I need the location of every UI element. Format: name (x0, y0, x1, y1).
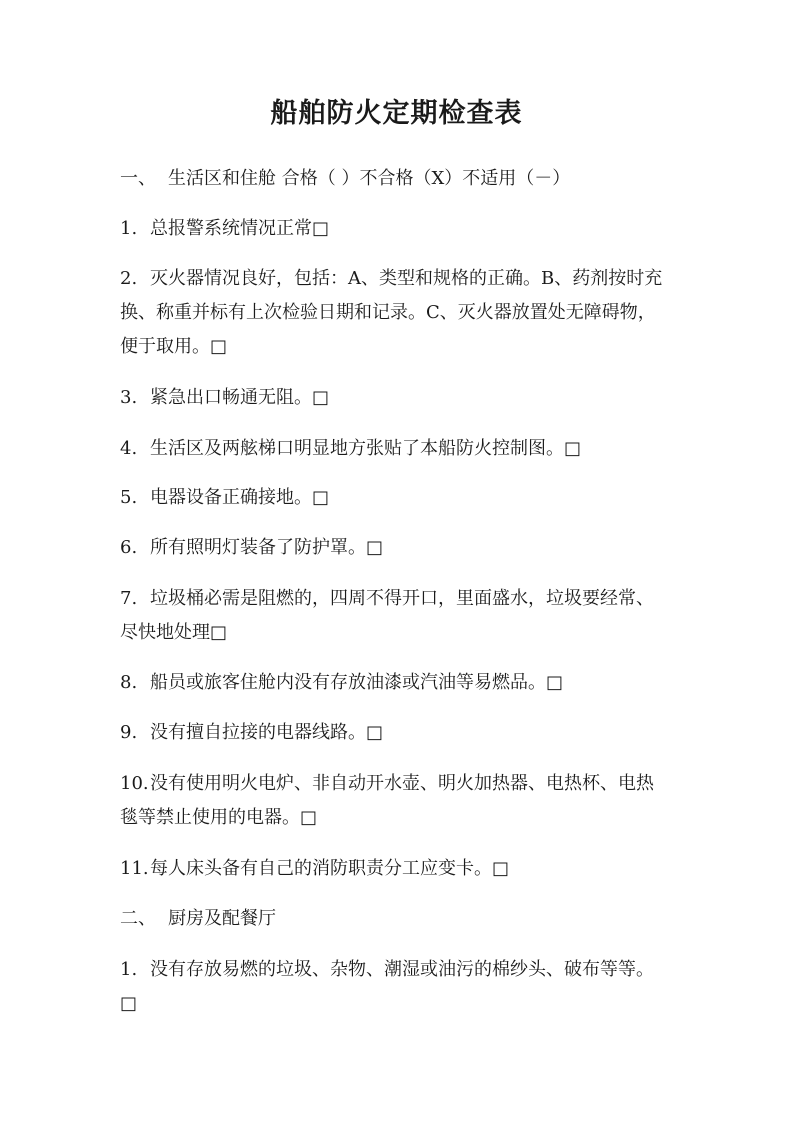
item-text: 所有照明灯装备了防护罩。□ (150, 537, 384, 558)
checklist-item-6 (120, 531, 383, 565)
item-number: 3. (120, 387, 138, 408)
item-text: 没有存放易燃的垃圾、杂物、潮湿或油污的棉纱头、破布等等。 (150, 959, 654, 980)
item-number: 8. (120, 672, 138, 693)
item-text-continuation: 换、称重并标有上次检验日期和记录。C、灭火器放置处无障碍物， (120, 302, 656, 323)
checklist-item-4 (120, 432, 581, 466)
item-number: 1. (120, 218, 138, 239)
item-text-continuation: 毯等禁止使用的电器。□ (120, 807, 318, 828)
item-number: 1. (120, 959, 138, 980)
section-number: 一、 (120, 168, 156, 189)
checklist-item-kitchen-1 (120, 953, 654, 987)
checklist-item-11 (120, 852, 509, 886)
item-text: 船员或旅客住舱内没有存放油漆或汽油等易燃品。□ (150, 672, 564, 693)
item-text-continuation: □ (120, 993, 138, 1014)
section-heading-1 (120, 162, 570, 196)
checklist-item-3 (120, 381, 329, 415)
item-number: 9. (120, 722, 138, 743)
item-number: 7. (120, 588, 138, 609)
item-text: 电器设备正确接地。□ (150, 487, 330, 508)
item-text: 每人床头备有自己的消防职责分工应变卡。□ (150, 858, 510, 879)
item-text-continuation: 尽快地处理□ (120, 622, 228, 643)
item-number: 10. (120, 773, 149, 794)
checklist-item-10 (120, 767, 654, 801)
checklist-item-9 (120, 716, 383, 750)
item-text-continuation: 便于取用。□ (120, 336, 228, 357)
item-text: 紧急出口畅通无阻。□ (150, 387, 330, 408)
item-text: 生活区及两舷梯口明显地方张贴了本船防火控制图。□ (150, 438, 582, 459)
item-number: 5. (120, 487, 138, 508)
section-title: 生活区和住舱 合格（ ）不合格（X）不适用（－） (168, 168, 571, 189)
checklist-item-2 (120, 262, 662, 296)
section-number: 二、 (120, 908, 156, 929)
section-heading-2 (120, 902, 276, 936)
document-title: 船舶防火定期检查表 (270, 98, 523, 129)
checklist-item-5 (120, 481, 329, 515)
item-number: 6. (120, 537, 138, 558)
item-number: 4. (120, 438, 138, 459)
item-text: 总报警系统情况正常□ (150, 218, 330, 239)
item-text: 没有使用明火电炉、非自动开水壶、明火加热器、电热杯、电热 (150, 773, 654, 794)
checklist-item-1 (120, 212, 329, 246)
item-number: 2. (120, 268, 138, 289)
item-text: 没有擅自拉接的电器线路。□ (150, 722, 384, 743)
item-text: 灭火器情况良好，包括：A、类型和规格的正确。B、药剂按时充 (150, 268, 663, 289)
checklist-item-8 (120, 666, 563, 700)
item-number: 11. (120, 858, 149, 879)
section-title: 厨房及配餐厅 (168, 908, 276, 929)
checklist-item-7 (120, 582, 654, 616)
item-text: 垃圾桶必需是阻燃的，四周不得开口，里面盛水，垃圾要经常、 (150, 588, 654, 609)
